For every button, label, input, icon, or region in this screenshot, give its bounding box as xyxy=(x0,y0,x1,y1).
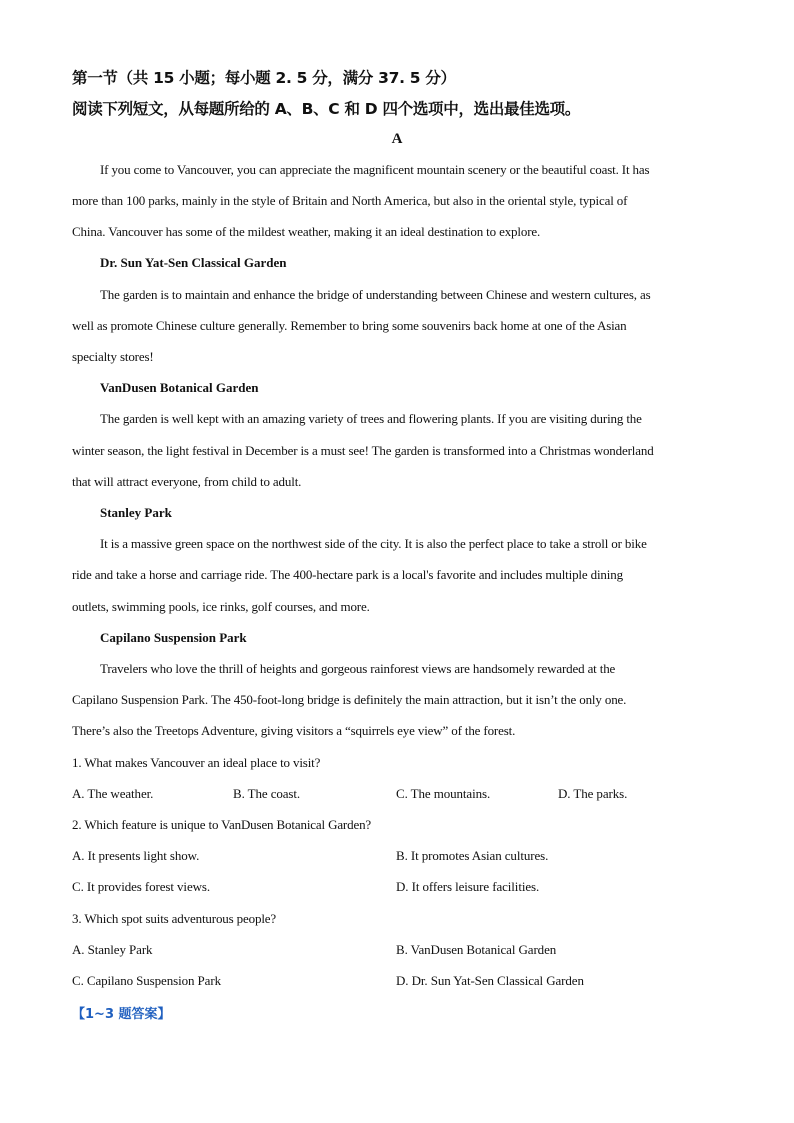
paragraph-line: The garden is to maintain and enhance the bridge of understanding between Chinese and western cultures, as xyxy=(100,287,651,302)
question-option: B. VanDusen Botanical Garden xyxy=(396,942,557,957)
question-option: B. It promotes Asian cultures. xyxy=(396,848,549,863)
paragraph-line: outlets, swimming pools, ice rinks, golf courses, and more. xyxy=(72,599,370,614)
paragraph-line: that will attract everyone, from child to adult. xyxy=(72,474,302,489)
intro-line: more than 100 parks, mainly in the style of Britain and North America, but also in the oriental style, typical of xyxy=(72,193,628,208)
question-stem: 2. Which feature is unique to VanDusen Botanical Garden? xyxy=(72,817,372,832)
subheading-sun-yat-sen: Dr. Sun Yat-Sen Classical Garden xyxy=(100,255,287,270)
paragraph-line: Travelers who love the thrill of heights and gorgeous rainforest views are handsomely rewarded at the xyxy=(100,661,616,676)
paragraph-line: It is a massive green space on the northwest side of the city. It is also the perfect place to take a stroll or bike xyxy=(100,536,647,551)
paragraph-line: specialty stores! xyxy=(72,349,154,364)
paragraph-line: Capilano Suspension Park. The 450-foot-long bridge is definitely the main attraction, but it isn’t the only one. xyxy=(72,692,627,707)
question-option: D. The parks. xyxy=(558,786,628,801)
paragraph-line: well as promote Chinese culture generally. Remember to bring some souvenirs back home at one of the Asian xyxy=(72,318,627,333)
section-heading: 第一节（共 15 小题；每小题 2. 5 分，满分 37. 5 分） xyxy=(72,69,456,87)
paragraph-line: ride and take a horse and carriage ride. The 400-hectare park is a local's favorite and includes multiple dining xyxy=(72,567,623,582)
paragraph-line: There’s also the Treetops Adventure, giving visitors a “squirrels eye view” of the forest. xyxy=(72,723,516,738)
paragraph-line: The garden is well kept with an amazing variety of trees and flowering plants. If you are visiting during the xyxy=(100,411,642,426)
intro-line: If you come to Vancouver, you can appreciate the magnificent mountain scenery or the beautiful coast. It has xyxy=(100,162,650,177)
paragraph-line: winter season, the light festival in December is a must see! The garden is transformed into a Christmas wonderland xyxy=(72,443,654,458)
intro-line: China. Vancouver has some of the mildest weather, making it an ideal destination to explore. xyxy=(72,224,541,239)
instruction-heading: 阅读下列短文，从每题所给的 A、B、C 和 D 四个选项中，选出最佳选项。 xyxy=(72,100,581,118)
question-option: C. Capilano Suspension Park xyxy=(72,973,221,988)
subheading-capilano: Capilano Suspension Park xyxy=(100,630,247,645)
question-option: D. It offers leisure facilities. xyxy=(396,879,540,894)
subheading-stanley-park: Stanley Park xyxy=(100,505,172,520)
question-stem: 3. Which spot suits adventurous people? xyxy=(72,911,277,926)
question-stem: 1. What makes Vancouver an ideal place to visit? xyxy=(72,755,321,770)
question-option: C. The mountains. xyxy=(396,786,491,801)
subheading-vandusen: VanDusen Botanical Garden xyxy=(100,380,259,395)
question-option: A. The weather. xyxy=(72,786,154,801)
question-option: A. It presents light show. xyxy=(72,848,200,863)
question-option: B. The coast. xyxy=(233,786,301,801)
answer-label: 【1~3 题答案】 xyxy=(72,1007,171,1022)
question-option: D. Dr. Sun Yat-Sen Classical Garden xyxy=(396,973,584,988)
question-option: C. It provides forest views. xyxy=(72,879,211,894)
question-option: A. Stanley Park xyxy=(72,942,153,957)
passage-label: A xyxy=(391,131,403,147)
